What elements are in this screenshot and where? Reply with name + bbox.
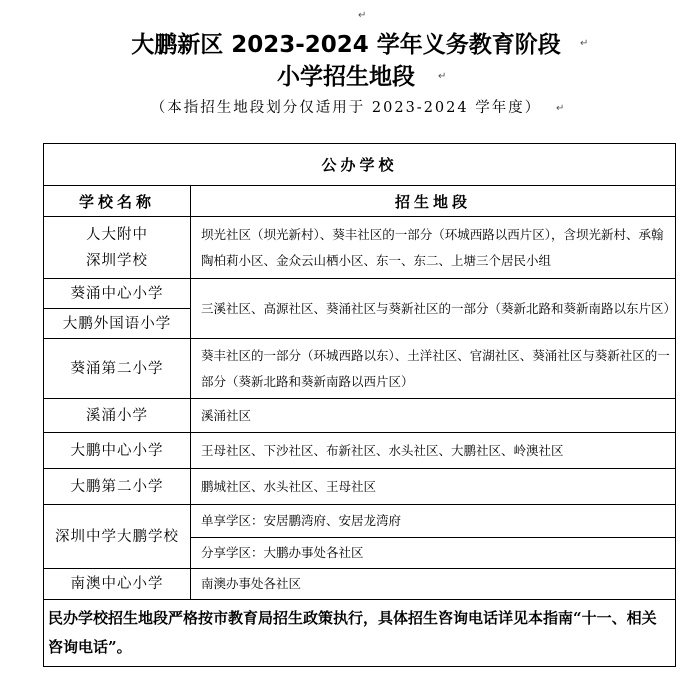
school-cell: 葵涌中心小学: [44, 279, 191, 309]
area-cell: 王母社区、下沙社区、布新社区、水头社区、大鹏社区、岭澳社区: [191, 433, 676, 469]
private-school-notice: 民办学校招生地段严格按市教育局招生政策执行，具体招生咨询电话详见本指南“十一、相关咨询电话”。: [44, 600, 676, 667]
area-cell: 南澳办事处各社区: [191, 569, 676, 600]
school-cell: 大鹏中心小学: [44, 433, 191, 469]
school-cell: 葵涌第二小学: [44, 339, 191, 399]
column-header-school: 学校名称: [44, 186, 191, 217]
school-cell: 深圳中学大鹏学校: [44, 505, 191, 569]
paragraph-mark-icon: ↵: [580, 38, 589, 49]
area-cell: 坝光社区（坝光新村）、葵丰社区的一部分（环城西路以西片区），含坝光新村、承翰陶柏莉小区、金众云山栖小区、东一、东二、上塘三个居民小组: [191, 217, 676, 279]
area-cell: 葵丰社区的一部分（环城西路以东）、土洋社区、官湖社区、葵涌社区与葵新社区的一部分（葵新北路和葵新南路以西片区）: [191, 339, 676, 399]
school-cell: 南澳中心小学: [44, 569, 191, 600]
school-cell: [44, 217, 191, 279]
school-name-line: 深圳学校: [86, 252, 148, 269]
area-cell: 三溪社区、高源社区、葵涌社区与葵新社区的一部分（葵新北路和葵新南路以东片区）: [191, 279, 676, 339]
area-cell: 分享学区：大鹏办事处各社区: [191, 538, 676, 569]
title-line1: 大鹏新区 2023-2024 学年义务教育阶段: [131, 32, 561, 58]
paragraph-mark-icon: ↵: [358, 10, 367, 21]
area-cell: 溪涌社区: [191, 399, 676, 433]
column-header-area: 招生地段: [191, 186, 676, 217]
school-cell: 大鹏第二小学: [44, 469, 191, 505]
enrollment-table: [43, 143, 676, 667]
title-line2: 小学招生地段: [277, 64, 415, 90]
school-cell: 溪涌小学: [44, 399, 191, 433]
area-cell: 单享学区：安居鹏湾府、安居龙湾府: [191, 505, 676, 538]
school-cell: 大鹏外国语小学: [44, 309, 191, 339]
school-name-line: 人大附中: [86, 226, 148, 243]
paragraph-mark-icon: ↵: [438, 71, 447, 82]
paragraph-mark-icon: ↵: [556, 103, 565, 114]
area-cell: 鹏城社区、水头社区、王母社区: [191, 469, 676, 505]
section-header: 公办学校: [44, 144, 676, 186]
subtitle-note: （本指招生地段划分仅适用于 2023-2024 学年度）: [150, 100, 542, 116]
